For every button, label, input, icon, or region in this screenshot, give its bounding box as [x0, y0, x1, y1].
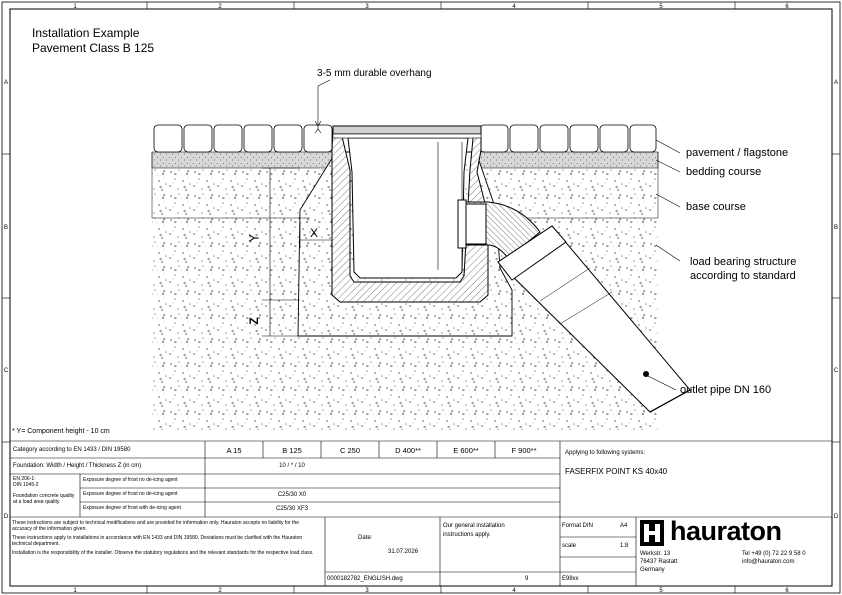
- row-label: C: [3, 368, 9, 374]
- class-cell: F 900**: [511, 446, 537, 455]
- exposure-2: Exposure degree of frost no de-icing agent: [83, 491, 178, 497]
- legal-1: These instructions are subject to technical modifications and are provided for information only. Hauraton accepts no liability for the accuracy of the information given.: [12, 520, 300, 532]
- label-bedding: bedding course: [686, 166, 762, 178]
- legal-3: Installation is the responsibility of the installer. Observe the statutory regulations and the relevant standards for the respective load class.: [12, 550, 314, 556]
- col-label: 3: [365, 588, 369, 594]
- class-cell: E 600**: [453, 446, 479, 455]
- row-label: B: [833, 225, 839, 231]
- col-label: 5: [659, 588, 663, 594]
- col-label: 4: [512, 4, 516, 10]
- row-label: A: [3, 80, 9, 86]
- page-number: 9: [525, 576, 529, 582]
- contact: [742, 550, 806, 566]
- drawing-title: [32, 26, 154, 56]
- col-label: 3: [365, 4, 369, 10]
- row-label: D: [833, 514, 839, 520]
- brand-name: hauraton: [670, 516, 782, 546]
- drawing-number: 0000182782_ENGLISH.dwg: [327, 576, 403, 582]
- col-label: 2: [218, 588, 222, 594]
- scale-value: 1:8: [620, 543, 629, 549]
- hauraton-logo-icon: [640, 520, 664, 546]
- component-note: * Y= Component height - 10 cm: [12, 428, 110, 435]
- legal-text: [12, 520, 320, 556]
- overhang-label: 3-5 mm durable overhang: [317, 68, 432, 79]
- col-label: 4: [512, 588, 516, 594]
- class-cell: C 250: [339, 446, 360, 455]
- row-label: D: [3, 514, 9, 520]
- date-label: Date:: [358, 535, 373, 541]
- concrete-quality-2: at a load area quality: [13, 499, 60, 505]
- dim-x-label: X: [310, 226, 319, 240]
- class-cell: B 125: [282, 446, 302, 455]
- phone: Tel +49 (0) 72 22 9 58 0: [742, 551, 806, 557]
- dim-y-label: Y: [246, 233, 261, 243]
- col-label: 1: [73, 4, 77, 10]
- system-name: FASERFIX POINT KS 40x40: [565, 467, 668, 476]
- format-value: A4: [620, 523, 628, 529]
- scale-label: scale: [562, 543, 577, 549]
- col-label: 6: [785, 588, 789, 594]
- label-outlet: outlet pipe DN 160: [680, 384, 772, 396]
- grate: [333, 126, 481, 134]
- legal-2: These instructions apply to installations in accordance with EN 1433 and DIN 19580. Deviations must be clarified with the Hauraton technical department.: [12, 535, 303, 547]
- class-cell: A 15: [226, 446, 242, 455]
- title-line-1: Installation Example: [32, 26, 140, 40]
- col-label: 2: [218, 4, 222, 10]
- dim-z-label: Z: [247, 317, 261, 325]
- label-base: base course: [686, 201, 746, 213]
- label-load-line-2: according to standard: [690, 270, 796, 282]
- concrete-value-2: C25/30 XF3: [275, 506, 309, 512]
- title-line-2: Pavement Class B 125: [32, 41, 155, 55]
- date-value: 31.07.2026: [388, 549, 419, 555]
- foundation-label: Foundation: Width / Height / Thickness Z (in cm): [13, 463, 142, 469]
- class-cell: D 400**: [395, 446, 421, 455]
- concrete-standard-2: DIN 1045-2: [13, 482, 39, 488]
- table-category-header: Category according to EN 1433 / DIN 19580: [13, 447, 131, 453]
- label-load-bearing: [690, 255, 796, 283]
- concrete-quality: [13, 493, 74, 505]
- email: info@hauraton.com: [742, 559, 795, 565]
- row-label: A: [833, 80, 839, 86]
- address-2: 76437 Rastatt: [640, 559, 678, 565]
- row-label: B: [3, 225, 9, 231]
- foundation-value: 10 / * / 10: [279, 463, 305, 469]
- channel-interior: [348, 138, 468, 278]
- concrete-standard-1: EN 206-1:: [13, 476, 36, 482]
- address-1: Werkstr. 13: [640, 551, 671, 557]
- general-instructions: [443, 522, 505, 540]
- row-label: C: [833, 368, 839, 374]
- col-label: 1: [73, 588, 77, 594]
- applying-label: Applying to following systems:: [565, 450, 646, 456]
- label-pavement: pavement / flagstone: [686, 147, 789, 159]
- concrete-standard: [13, 476, 39, 488]
- format-label: Format DIN: [562, 523, 594, 529]
- concrete-quality-1: Foundation concrete quality: [13, 493, 75, 499]
- exposure-1: Exposure degree of frost no de-icing agent: [83, 477, 178, 483]
- address: [640, 550, 677, 574]
- concrete-value-1: C25/30 X0: [277, 492, 307, 498]
- general-2: instructions apply.: [443, 532, 491, 538]
- col-label: 5: [659, 4, 663, 10]
- general-1: Our general installation: [443, 523, 505, 529]
- col-label: 6: [785, 4, 789, 10]
- label-load-line-1: load bearing structure: [690, 256, 797, 268]
- exposure-3: Exposure degree of frost with de-icing agent: [83, 505, 181, 511]
- e-code: E98xx: [562, 576, 579, 582]
- address-3: Germany: [640, 567, 665, 573]
